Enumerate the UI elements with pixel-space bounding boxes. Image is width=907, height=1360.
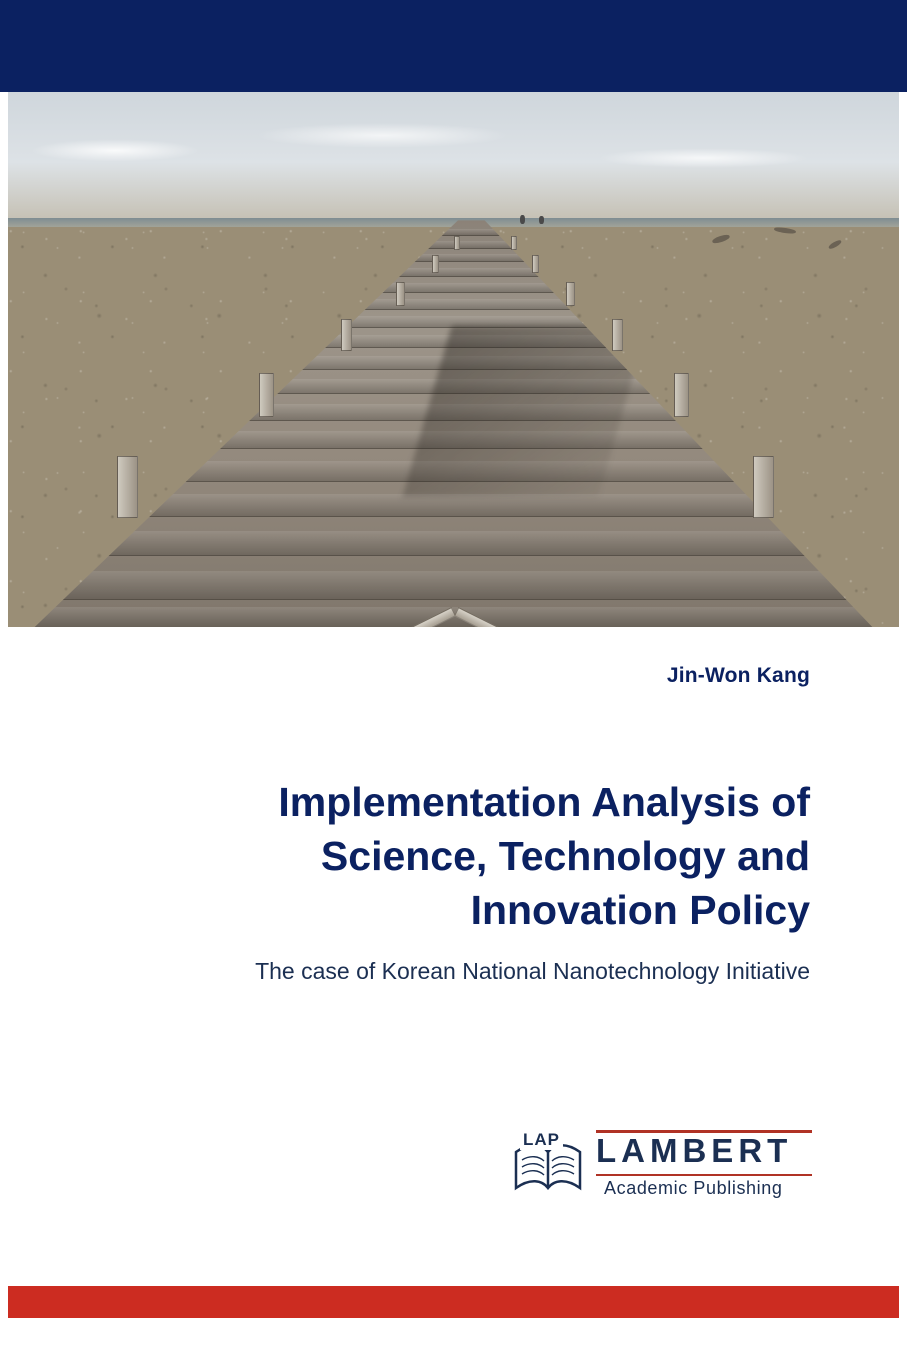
photo-post bbox=[532, 255, 539, 273]
book-title bbox=[60, 775, 810, 937]
book-title-line: Innovation Policy bbox=[470, 887, 810, 934]
photo-post bbox=[612, 319, 623, 351]
photo-post bbox=[454, 236, 460, 250]
photo-distant-figure bbox=[539, 216, 544, 224]
photo-post bbox=[674, 373, 689, 417]
publisher-logo bbox=[512, 1130, 812, 1202]
photo-post bbox=[396, 282, 405, 306]
photo-post bbox=[259, 373, 274, 417]
photo-clouds bbox=[8, 113, 899, 188]
cover-photo bbox=[8, 92, 899, 627]
photo-post bbox=[341, 319, 352, 351]
book-subtitle: The case of Korean National Nanotechnology Initiative bbox=[255, 958, 810, 984]
logo-rule-bottom bbox=[596, 1174, 812, 1176]
book-title-line: Science, Technology and bbox=[320, 833, 810, 880]
photo-plank bbox=[8, 571, 899, 600]
book-title-line: Implementation Analysis of bbox=[278, 779, 810, 825]
photo-post bbox=[566, 282, 575, 306]
author-name: Jin-Won Kang bbox=[666, 664, 810, 687]
top-color-band bbox=[0, 0, 907, 92]
photo-post bbox=[511, 236, 517, 250]
photo-post bbox=[117, 456, 138, 518]
bottom-color-band bbox=[8, 1286, 899, 1318]
publisher-tagline: Academic Publishing bbox=[604, 1178, 783, 1198]
photo-post bbox=[753, 456, 774, 518]
photo-plank bbox=[8, 531, 899, 557]
photo-post bbox=[432, 255, 439, 273]
publisher-mark-label: LAP bbox=[520, 1130, 563, 1150]
publisher-name: LAMBERT bbox=[596, 1132, 793, 1169]
